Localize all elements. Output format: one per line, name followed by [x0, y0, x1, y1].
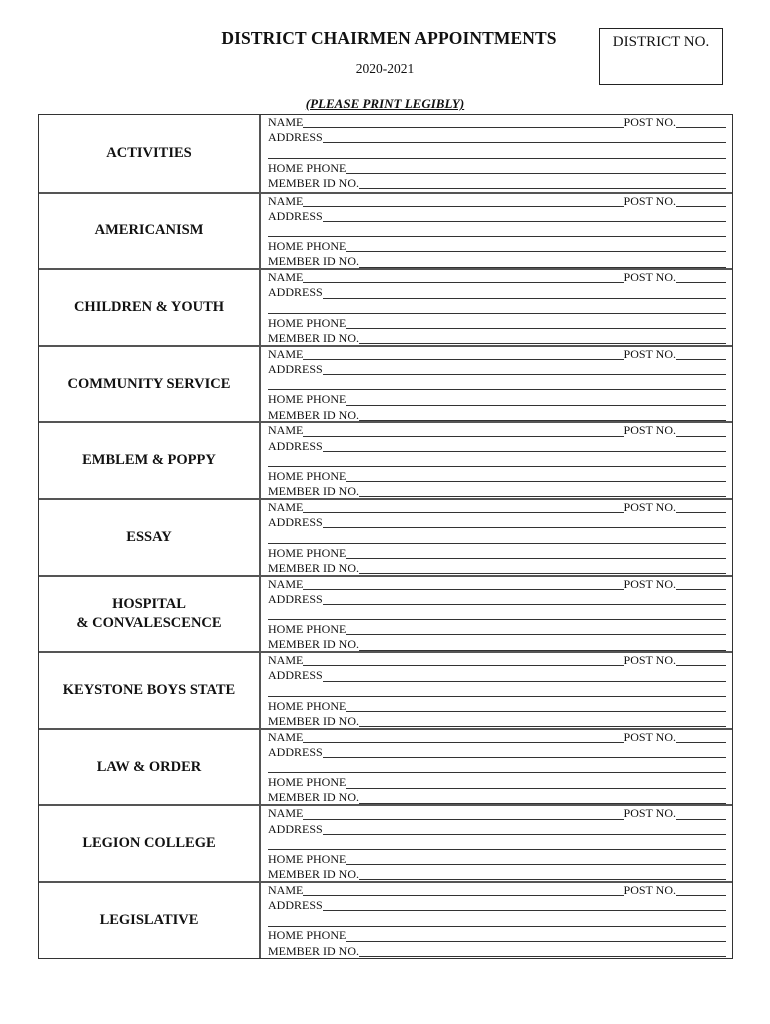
chairman-row	[39, 268, 732, 345]
home-phone-label: HOME PHONE	[268, 239, 347, 254]
address-label: ADDRESS	[268, 898, 323, 913]
address-line-2-field[interactable]	[268, 761, 726, 773]
chairman-row	[39, 345, 732, 422]
post-no-field[interactable]	[676, 271, 726, 283]
chairman-row	[39, 728, 732, 805]
category-label: ACTIVITIES	[39, 115, 261, 192]
address-label: ADDRESS	[268, 361, 323, 376]
member-id-label: MEMBER ID NO.	[268, 790, 360, 805]
address-label: ADDRESS	[268, 438, 323, 453]
entry-fields	[261, 806, 732, 881]
chairman-row	[39, 421, 732, 498]
home-phone-label: HOME PHONE	[268, 622, 347, 637]
home-phone-field[interactable]	[346, 162, 726, 174]
chairman-row	[39, 115, 732, 192]
member-id-field[interactable]	[359, 562, 726, 574]
member-id-label: MEMBER ID NO.	[268, 943, 360, 958]
name-field[interactable]	[303, 884, 623, 896]
post-no-label: POST NO.	[623, 576, 676, 591]
post-no-label: POST NO.	[623, 882, 676, 897]
entry-fields	[261, 653, 732, 728]
home-phone-field[interactable]	[346, 623, 726, 635]
home-phone-label: HOME PHONE	[268, 928, 347, 943]
post-no-field[interactable]	[676, 348, 726, 360]
chairman-row	[39, 804, 732, 881]
entry-fields	[261, 577, 732, 652]
address-field[interactable]	[323, 593, 726, 605]
home-phone-label: HOME PHONE	[268, 392, 347, 407]
post-no-label: POST NO.	[623, 653, 676, 668]
address-field[interactable]	[323, 131, 726, 143]
chairman-row	[39, 192, 732, 269]
home-phone-label: HOME PHONE	[268, 698, 347, 713]
address-field[interactable]	[323, 823, 726, 835]
address-line-2-field[interactable]	[268, 147, 726, 159]
member-id-label: MEMBER ID NO.	[268, 484, 360, 499]
home-phone-field[interactable]	[346, 547, 726, 559]
name-field[interactable]	[303, 116, 623, 128]
member-id-label: MEMBER ID NO.	[268, 867, 360, 882]
address-line-2-field[interactable]	[268, 608, 726, 620]
name-label: NAME	[268, 193, 304, 208]
member-id-label: MEMBER ID NO.	[268, 637, 360, 652]
address-label: ADDRESS	[268, 744, 323, 759]
member-id-field[interactable]	[359, 485, 726, 497]
entry-fields	[261, 500, 732, 575]
address-label: ADDRESS	[268, 668, 323, 683]
address-label: ADDRESS	[268, 285, 323, 300]
address-line-2-field[interactable]	[268, 685, 726, 697]
category-label: HOSPITAL & CONVALESCENCE	[39, 577, 261, 652]
name-label: NAME	[268, 114, 304, 129]
name-field[interactable]	[303, 271, 623, 283]
post-no-label: POST NO.	[623, 806, 676, 821]
address-line-2-field[interactable]	[268, 378, 726, 390]
member-id-label: MEMBER ID NO.	[268, 254, 360, 269]
member-id-label: MEMBER ID NO.	[268, 713, 360, 728]
chairman-row	[39, 498, 732, 575]
member-id-field[interactable]	[359, 715, 726, 727]
post-no-field[interactable]	[676, 808, 726, 820]
post-no-field[interactable]	[676, 884, 726, 896]
home-phone-label: HOME PHONE	[268, 468, 347, 483]
entry-fields	[261, 730, 732, 805]
entry-fields	[261, 194, 732, 269]
address-field[interactable]	[323, 516, 726, 528]
address-label: ADDRESS	[268, 821, 323, 836]
category-label: AMERICANISM	[39, 194, 261, 269]
member-id-field[interactable]	[359, 868, 726, 880]
post-no-label: POST NO.	[623, 193, 676, 208]
post-no-field[interactable]	[676, 731, 726, 743]
address-field[interactable]	[323, 440, 726, 452]
address-field[interactable]	[323, 210, 726, 222]
member-id-field[interactable]	[359, 256, 726, 268]
entry-fields	[261, 423, 732, 498]
district-number-box[interactable]: DISTRICT NO.	[599, 28, 723, 85]
home-phone-label: HOME PHONE	[268, 160, 347, 175]
name-field[interactable]	[303, 654, 623, 666]
home-phone-label: HOME PHONE	[268, 545, 347, 560]
name-label: NAME	[268, 806, 304, 821]
post-no-field[interactable]	[676, 195, 726, 207]
home-phone-field[interactable]	[346, 930, 726, 942]
entry-fields	[261, 115, 732, 192]
print-instruction: (PLEASE PRINT LEGIBLY)	[305, 96, 465, 111]
name-field[interactable]	[303, 425, 623, 437]
post-no-field[interactable]	[676, 578, 726, 590]
chairman-row	[39, 651, 732, 728]
category-label: COMMUNITY SERVICE	[39, 347, 261, 422]
address-line-2-field[interactable]	[268, 915, 726, 927]
post-no-label: POST NO.	[623, 114, 676, 129]
address-label: ADDRESS	[268, 208, 323, 223]
member-id-field[interactable]	[359, 332, 726, 344]
home-phone-field[interactable]	[346, 240, 726, 252]
post-no-label: POST NO.	[623, 346, 676, 361]
address-line-2-field[interactable]	[268, 838, 726, 850]
chairman-row	[39, 881, 732, 958]
member-id-field[interactable]	[359, 639, 726, 651]
home-phone-field[interactable]	[346, 777, 726, 789]
category-label: LEGION COLLEGE	[39, 806, 261, 881]
name-label: NAME	[268, 882, 304, 897]
year-label: 2020-2021	[355, 61, 415, 76]
address-field[interactable]	[323, 899, 726, 911]
category-label: KEYSTONE BOYS STATE	[39, 653, 261, 728]
entry-fields	[261, 347, 732, 422]
member-id-label: MEMBER ID NO.	[268, 175, 360, 190]
appointments-table	[38, 114, 733, 959]
name-label: NAME	[268, 729, 304, 744]
post-no-label: POST NO.	[623, 729, 676, 744]
post-no-field[interactable]	[676, 501, 726, 513]
post-no-field[interactable]	[676, 425, 726, 437]
home-phone-field[interactable]	[346, 853, 726, 865]
name-field[interactable]	[303, 195, 623, 207]
home-phone-field[interactable]	[346, 700, 726, 712]
category-label: LEGISLATIVE	[39, 883, 261, 958]
name-label: NAME	[268, 423, 304, 438]
member-id-field[interactable]	[359, 792, 726, 804]
name-label: NAME	[268, 499, 304, 514]
name-label: NAME	[268, 653, 304, 668]
post-no-label: POST NO.	[623, 270, 676, 285]
category-label: CHILDREN & YOUTH	[39, 270, 261, 345]
address-line-2-field[interactable]	[268, 225, 726, 237]
member-id-label: MEMBER ID NO.	[268, 330, 360, 345]
address-line-2-field[interactable]	[268, 532, 726, 544]
member-id-label: MEMBER ID NO.	[268, 407, 360, 422]
category-label: LAW & ORDER	[39, 730, 261, 805]
address-label: ADDRESS	[268, 591, 323, 606]
name-label: NAME	[268, 346, 304, 361]
post-no-field[interactable]	[676, 116, 726, 128]
address-label: ADDRESS	[268, 515, 323, 530]
name-label: NAME	[268, 270, 304, 285]
address-field[interactable]	[323, 287, 726, 299]
home-phone-label: HOME PHONE	[268, 775, 347, 790]
home-phone-label: HOME PHONE	[268, 851, 347, 866]
category-label: ESSAY	[39, 500, 261, 575]
chairman-row	[39, 575, 732, 652]
category-label: EMBLEM & POPPY	[39, 423, 261, 498]
name-field[interactable]	[303, 808, 623, 820]
member-id-field[interactable]	[359, 177, 726, 189]
address-label: ADDRESS	[268, 130, 323, 145]
address-line-2-field[interactable]	[268, 455, 726, 467]
entry-fields	[261, 883, 732, 958]
home-phone-field[interactable]	[346, 394, 726, 406]
member-id-field[interactable]	[359, 945, 726, 957]
name-field[interactable]	[303, 501, 623, 513]
address-field[interactable]	[323, 670, 726, 682]
page-title: DISTRICT CHAIRMEN APPOINTMENTS	[221, 28, 557, 48]
post-no-label: POST NO.	[623, 423, 676, 438]
member-id-field[interactable]	[359, 409, 726, 421]
home-phone-label: HOME PHONE	[268, 315, 347, 330]
home-phone-field[interactable]	[346, 470, 726, 482]
home-phone-field[interactable]	[346, 317, 726, 329]
post-no-label: POST NO.	[623, 499, 676, 514]
post-no-field[interactable]	[676, 654, 726, 666]
member-id-label: MEMBER ID NO.	[268, 560, 360, 575]
address-line-2-field[interactable]	[268, 302, 726, 314]
address-field[interactable]	[323, 746, 726, 758]
entry-fields	[261, 270, 732, 345]
name-field[interactable]	[303, 578, 623, 590]
address-field[interactable]	[323, 363, 726, 375]
name-label: NAME	[268, 576, 304, 591]
name-field[interactable]	[303, 731, 623, 743]
name-field[interactable]	[303, 348, 623, 360]
